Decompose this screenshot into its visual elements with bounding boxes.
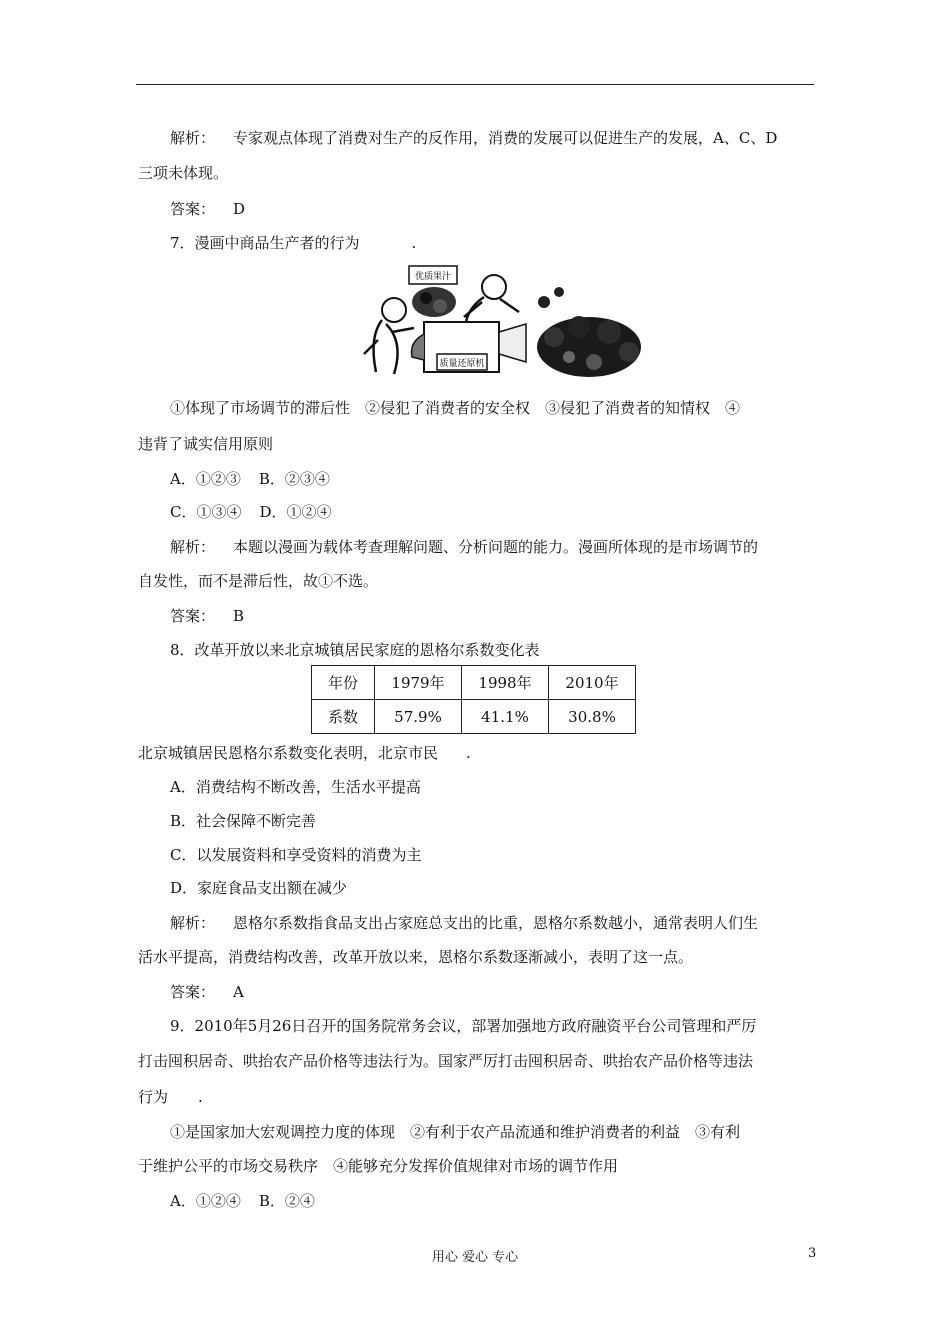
q8-option-b: B．社会保障不断完善 (170, 812, 317, 830)
cartoon-juice-machine (354, 262, 644, 382)
q7-option-d: D．①②④ (259, 503, 332, 521)
q7-option-a: A．①②③ (170, 470, 241, 488)
q8-option-c: C．以发展资料和享受资料的消费为主 (170, 846, 422, 864)
table-cell: 年份 (312, 666, 375, 700)
q9-options-ab (170, 1191, 315, 1211)
q9-statements-line2: 于维护公平的市场交易秩序 ④能够充分发挥价值规律对市场的调节作用 (138, 1157, 619, 1175)
header-rule (136, 84, 814, 85)
q9-option-a: A．①②④ (170, 1192, 241, 1210)
q8-answer: 答案： A (170, 983, 244, 1001)
page-footer: 用心 爱心 专心 (431, 1250, 519, 1265)
table-cell: 2010年 (549, 666, 636, 700)
analysis-6-line2: 三项未体现。 (138, 164, 229, 182)
table-cell: 41.1% (462, 700, 549, 734)
q8-analysis-line1: 解析： 恩格尔系数指食品支出占家庭总支出的比重，恩格尔系数越小，通常表明人们生 (170, 914, 759, 932)
q7-options-ab (170, 469, 330, 489)
q7-answer: 答案： B (170, 607, 245, 625)
q9-stem-line2: 打击囤积居奇、哄抬农产品价格等违法行为。国家严厉打击囤积居奇、哄抬农产品价格等违法 (138, 1052, 754, 1070)
q7-option-b: B．②③④ (258, 470, 330, 488)
q8-option-d: D．家庭食品支出额在减少 (170, 879, 348, 897)
q7-analysis-line1: 解析： 本题以漫画为载体考查理解问题、分析问题的能力。漫画所体现的是市场调节的 (170, 538, 759, 556)
q9-stem-line3: 行为 . (138, 1088, 203, 1106)
q7-stem: 7．漫画中商品生产者的行为 . (170, 234, 417, 252)
answer-6: 答案： D (170, 200, 246, 218)
table-cell: 57.9% (375, 700, 462, 734)
q8-option-a: A．消费结构不断改善，生活水平提高 (170, 778, 421, 796)
cartoon-top-label: 优质果汁 (414, 272, 452, 282)
table-cell: 30.8% (549, 700, 636, 734)
cartoon-box-label: 质量还原机 (439, 359, 485, 369)
table-cell: 系数 (312, 700, 375, 734)
q7-statements-line1: ①体现了市场调节的滞后性 ②侵犯了消费者的安全权 ③侵犯了消费者的知情权 ④ (170, 399, 741, 417)
page-number: 3 (808, 1246, 817, 1261)
q9-option-b: B．②④ (258, 1192, 315, 1210)
q8-analysis-line2: 活水平提高，消费结构改善，改革开放以来，恩格尔系数逐渐减小，表明了这一点。 (138, 948, 694, 966)
q7-option-c: C．①③④ (170, 503, 242, 521)
q7-options-cd (170, 502, 332, 522)
q8-question: 北京城镇居民恩格尔系数变化表明，北京市民 . (138, 744, 471, 762)
q9-statements-line1: ①是国家加大宏观调控力度的体现 ②有利于农产品流通和维护消费者的利益 ③有利 (170, 1123, 741, 1141)
analysis-6-line1: 解析： 专家观点体现了消费对生产的反作用，消费的发展可以促进生产的发展，A、C、D (170, 129, 778, 147)
table-cell: 1979年 (375, 666, 462, 700)
q8-stem: 8．改革开放以来北京城镇居民家庭的恩格尔系数变化表 (170, 641, 540, 659)
q7-statements-line2: 违背了诚实信用原则 (138, 435, 274, 453)
table-header-row (312, 666, 636, 700)
table-row (312, 700, 636, 734)
engel-coefficient-table (311, 665, 636, 734)
q9-stem-line1: 9．2010年5月26日召开的国务院常务会议，部署加强地方政府融资平台公司管理和严厉 (170, 1017, 757, 1035)
table-cell: 1998年 (462, 666, 549, 700)
q7-analysis-line2: 自发性，而不是滞后性，故①不选。 (138, 572, 379, 590)
